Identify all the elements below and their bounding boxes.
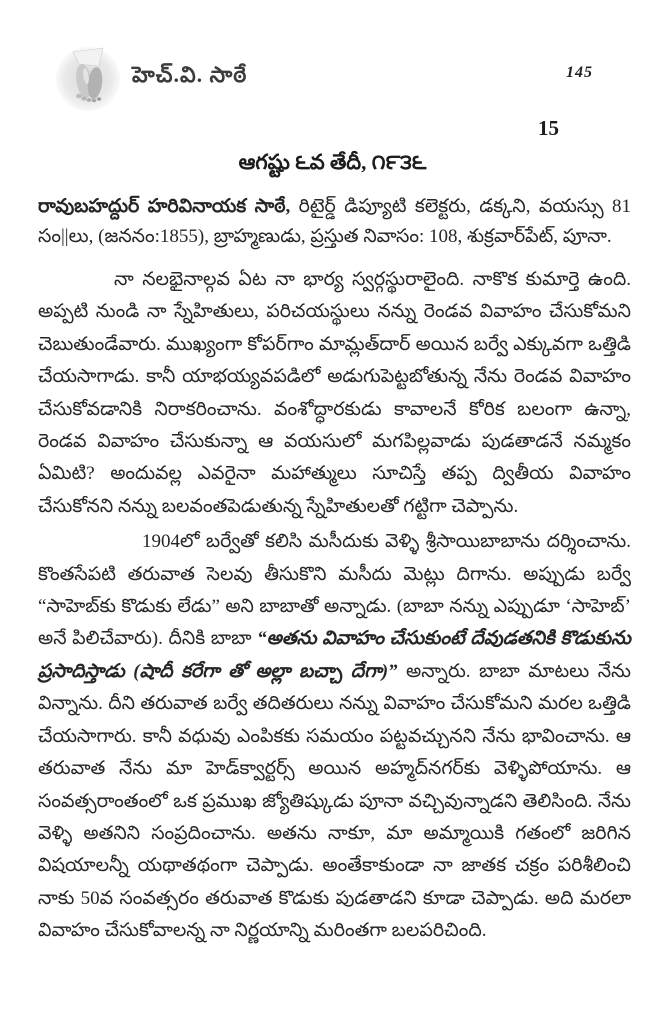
paragraph-2 bbox=[38, 526, 631, 947]
sai-feet-logo-image bbox=[55, 46, 121, 112]
page-header bbox=[0, 44, 665, 114]
page-content bbox=[38, 192, 631, 951]
paragraph-2-text-b: అన్నారు. బాబా మాటలు నేను విన్నాను. దీని తరువాత బర్వే తదితరులు నన్ను వివాహం చేసుకోమని మరల ఒత్తిడి చేయసాగారు. కానీ వధువు ఎంపికకు సమయం పట్టవచ్చునని నేను భావించాను. ఆ తరువాత నేను మా హెడ్‌క్వార్టర్స్ అయిన అహ్మద్‌నగర్‌కు వెళ్ళిపోయాను. ఆ సంవత్సరాంతంలో ఒక ప్రముఖ జ్యోతిష్కుడు పూనా వచ్చివున్నాడని తెలిసింది. నేను వెళ్ళి అతనిని సంప్రదించాను. అతను నాకూ, మా అమ్మాయికి గతంలో జరిగిన విషయాలన్నీ యథాతథంగా చెప్పాడు. అంతేకాకుండా నా జాతక చక్రం పరిశీలించి నాకు 50వ సంవత్సరం తరువాత కొడుకు పుడతాడని కూడా చెప్పాడు. అది మరలా వివాహం చేసుకోవాలన్న నా నిర్ణయాన్ని మరింతగా బలపరిచింది. bbox=[38, 660, 631, 942]
paragraph-2-text-a: 1904లో బర్వేతో కలిసి మసీదుకు వెళ్ళి శ్రీసాయిబాబాను దర్శించాను. కొంతసేపటి తరువాత సెలవు తీసుకొని మసీదు మెట్లు దిగాను. అప్పుడు బర్వే “సాహెబ్‌కు కొడుకు లేడు” అని బాబాతో అన్నాడు. (బాబా నన్ను ఎప్పుడూ ‘సాహెబ్’ అనే పిలిచేవారు). దీనికి బాబా bbox=[38, 531, 631, 650]
deponent-intro-paragraph bbox=[38, 192, 631, 252]
chapter-number: 15 bbox=[538, 116, 559, 140]
paragraph-1 bbox=[38, 264, 631, 523]
paragraph-1-text: నా నలభైనాల్గవ ఏట నా భార్య స్వర్గస్థురాలైంది. నాకొక కుమార్తె ఉంది. అప్పటి నుండి నా స్నేహితులు, పరిచయస్థులు నన్ను రెండవ వివాహం చేసుకోమని చెబుతుండేవారు. ముఖ్యంగా కోపర్‌గాం మామ్లత్‌దార్ అయిన బర్వే ఎక్కువగా ఒత్తిడి చేయసాగాడు. కానీ యాభయ్యవపడిలో అడుగుపెట్టబోతున్న నేను రెండవ వివాహం చేసుకోవడానికి నిరాకరించాను. వంశోద్ధారకుడు కావాలనే కోరిక బలంగా ఉన్నా, రెండవ వివాహం చేసుకున్నా ఆ వయసులో మగపిల్లవాడు పుడతాడనే నమ్మకం ఏమిటి? అందువల్ల ఎవరైనా మహాత్ములు సూచిస్తే తప్ప ద్వితీయ వివాహం చేసుకోనని నన్ను బలవంతపెడుతున్న స్నేహితులతో గట్టిగా చెప్పాను. bbox=[38, 269, 631, 517]
sai-feet-icon bbox=[55, 46, 121, 112]
page-number: 145 bbox=[566, 64, 593, 81]
deponent-details: రిటైర్డ్ డిప్యూటి కలెక్టరు, డక్కని, వయస్సు 81 సం||లు, (జననం:1855), బ్రాహ్మణుడు, ప్రస్తుత నివాసం: 108, శుక్రవార్‌పేట్, పూనా. bbox=[38, 196, 631, 247]
date-heading: ఆగష్టు ౬వ తేదీ, ౧౯౩౬ bbox=[238, 150, 427, 174]
book-header-title: హెచ్.వి. సాఠే bbox=[132, 62, 248, 87]
baba-quote: “అతను వివాహం చేసుకుంటే దేవుడతనికి కొడుకును ప్రసాదిస్తాడు (షాదీ కరేగా తో అల్లా బచ్చా దేగా)” bbox=[38, 628, 631, 682]
deponent-name: రావుబహద్దుర్ హరివినాయక సాఠే, bbox=[38, 196, 291, 217]
